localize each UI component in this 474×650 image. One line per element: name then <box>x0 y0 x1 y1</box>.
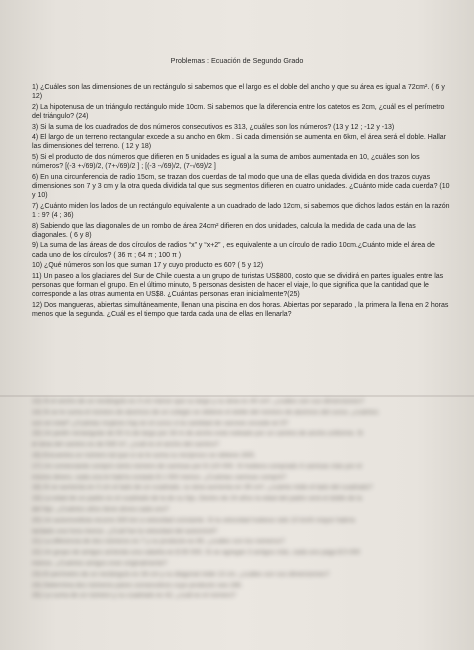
blurred-line: tardado una hora menos. ¿Cuál fue la velocidad del automóvil? <box>32 527 218 535</box>
blurred-line: 16) Encuentra un número tal que si se le suma su recíproco se obtiene 26/5. <box>32 451 256 459</box>
blurred-line: 24) Determina dos números pares consecutivos cuyo producto sea 168. <box>32 581 243 589</box>
blurred-line: 15) Un jardín rectangular de 50 m de largo por 34 m de ancho está rodeado por un camino de ancho uniforme. Si <box>32 430 363 438</box>
problem-item: 10) ¿Qué números son los que suman 17 y cuyo producto es 60? ( 5 y 12) <box>32 262 264 270</box>
problem-item: 8) Sabiendo que las diagonales de un rombo de área 24cm² difieren en dos unidades, calcula la medida de cada una de las diagonales. ( 6 y 8) <box>32 222 416 239</box>
blurred-line: 18) Si se aumenta en 3 cm el lado de un cuadrado, su área aumenta en 39 cm², ¿cuánto mide el lado del cuadrado? <box>32 484 373 492</box>
problem-item: 4) El largo de un terreno rectangular excede a su ancho en 6km . Si cada dimensión se aumenta en 6km, el área será el doble. Hallar las dimensiones del terreno. ( 12 y 18) <box>32 134 447 151</box>
problem-item: 11) Un paseo a los glaciares del Sur de Chile cuesta a un grupo de turistas US$800, costo que se dividirá en partes iguales entre las personas que forman el grupo. En el último minuto, 5 personas desisten de hacer el viaje, lo que significa que la cantidad que le corresponde a las otras aumenta en US$8. ¿Cuántas personas eran inicialmente?(25) <box>32 272 444 299</box>
problem-item: 12) Dos mangueras, abiertas simultáneamente, llenan una piscina en dos horas. Abiertas por separado , la primera la llena en 2 horas menos que la segunda. ¿Cuál es el tiempo que tarda cada una de ellas en llenarla? <box>32 301 449 318</box>
problem-item: 5) Si el producto de dos números que difieren en 5 unidades es igual a la suma de ambos aumentada en 10, ¿cuáles son los números? [(-3 +√69)/2, (7+√69)/2 ] ; [(-3 -√69)/2, (7-√69)/2 ] <box>32 153 420 171</box>
blurred-line: 25) La suma de un número y su cuadrado es 42, ¿cuál es el número? <box>32 592 236 600</box>
page-title: Problemas : Ecuación de Segundo Grado <box>170 56 304 65</box>
blurred-line: 17) Un comerciante compró cierto número de camisas por $ 120 000. Si hubiera comprado 4 camisas más por el <box>32 462 362 470</box>
blurred-line: son en total? ¿Cuántas mujeres hay en el curso si la cantidad de varones excede en 5? <box>32 419 289 427</box>
blurred-line: 13) Si el ancho de un rectángulo es 3 cm menor que su largo y su área es 40 cm², ¿cuáles son sus dimensiones? <box>32 398 365 405</box>
problem-item: 1) ¿Cuáles son las dimensiones de un rectángulo si sabemos que el largo es el doble del ancho y que su área es igual a 72cm². ( 6 y 12) <box>32 84 445 101</box>
problem-item: 6) En una circunferencia de radio 15cm, se trazan dos cuerdas de tal modo que una de ellas queda dividida en dos trazos cuyas dimensiones son 7 y 3 cm y la otra queda dividida tal que sus segmentos difieren en cuatro unidades. ¿Cuánto mide cada cuerda? (10 y 10) <box>32 173 450 200</box>
problem-item: 2) La hipotenusa de un triángulo rectángulo mide 10cm. Si sabemos que la diferencia entre los catetos es 2cm, ¿cuál es el perímetro del triángulo? (24) <box>32 103 445 120</box>
blurred-line: del hijo. ¿Cuántos años tiene ahora cada uno? <box>32 505 169 513</box>
blurred-line: menos. ¿Cuántos amigos eran originalmente? <box>32 559 168 567</box>
blurred-line: mismo dinero, cada una le habría costado $ 1 000 menos. ¿Cuántas camisas compró? <box>32 473 286 481</box>
blurred-line: 20) Un automovilista recorre 300 km a velocidad constante. Si la velocidad hubiese sido 10 km/h mayor habría <box>32 516 355 524</box>
blurred-line: 23) El perímetro de un rectángulo es 34 cm y su diagonal mide 13 cm, ¿cuáles son sus dimensiones? <box>32 570 330 578</box>
blurred-line: 14) Si se le suma el número de alumnos de un colegio se obtiene el doble del número de alumnos del curso, ¿cuántos <box>32 408 379 416</box>
problem-item: 3) Si la suma de los cuadrados de dos números consecutivos es 313, ¿cuáles son los números? (13 y 12 ; -12 y -13) <box>32 123 395 131</box>
problem-item: 9) La suma de las áreas de dos círculos de radios “x” y “x+2” , es equivalente a un círculo de radio 10cm.¿Cuánto mide el área de cada uno de los círculos? ( 36 π ; 64 π ; 100 π ) <box>32 242 435 259</box>
problem-item: 7) ¿Cuánto miden los lados de un rectángulo equivalente a un cuadrado de lado 12cm, si sabemos que dichos lados están en la razón 1 : 9? (4 ; 36) <box>32 202 450 219</box>
blurred-line: 22) Un grupo de amigos arrienda una cabaña en $ 90 000. Si se agregan 3 amigos más, cada uno paga $ 5 000 <box>32 549 361 557</box>
blurred-line: el área del camino es de 540 m², ¿cuál es el ancho del camino? <box>32 441 219 449</box>
problem-list <box>32 83 450 321</box>
blurred-line: 19) La edad de un padre es el cuadrado de la de su hijo. Dentro de 24 años la edad del padre será el doble de la <box>32 495 362 503</box>
blurred-line: 21) La diferencia de dos números es 7 y su producto es 60, ¿cuáles son los números? <box>32 538 285 546</box>
blurred-problem-list <box>32 397 448 602</box>
